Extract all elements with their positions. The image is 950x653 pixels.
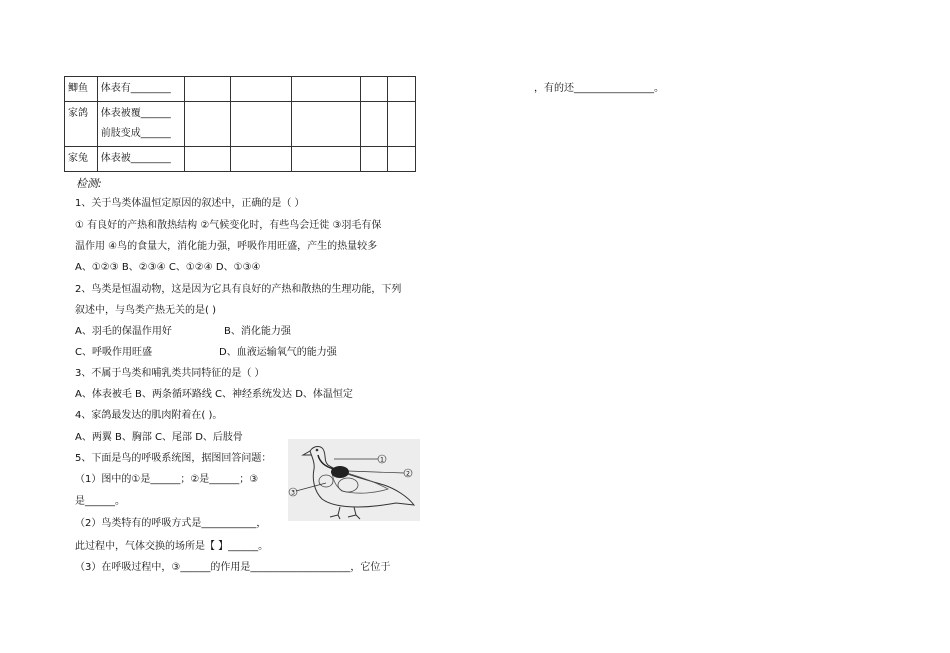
animal-name: 鲫鱼 <box>65 77 98 102</box>
question-5-part3: （3）在呼吸过程中，③______的作用是____________________，它位于 <box>75 562 391 573</box>
blank-cell <box>361 147 387 172</box>
question-2-option-c: C、呼吸作用旺盛 <box>75 347 152 358</box>
blank-cell <box>361 77 387 102</box>
blank-cell <box>185 77 231 102</box>
question-1-options: A、①②③ B、②③④ C、①②④ D、①③④ <box>75 262 261 273</box>
blank-cell <box>387 102 415 147</box>
figure-label-3: 3 <box>291 489 295 497</box>
question-1-stem: 1、关于鸟类体温恒定原因的叙述中，正确的是（ ） <box>75 198 305 209</box>
blank-cell <box>361 102 387 147</box>
feature-cell <box>97 147 185 172</box>
figure-label-2: 2 <box>406 470 410 478</box>
blank-cell <box>292 102 361 147</box>
feature-text: 体表被覆______ <box>100 108 171 119</box>
question-1-line: ① 有良好的产热和散热结构 ②气候变化时，有些鸟会迁徙 ③羽毛有保 <box>75 220 382 231</box>
blank-cell <box>292 147 361 172</box>
question-2-line: 叙述中，与鸟类产热无关的是( ) <box>75 305 216 316</box>
feature-cell <box>97 77 185 102</box>
question-3-options: A、体表被毛 B、两条循环路线 C、神经系统发达 D、体温恒定 <box>75 389 353 400</box>
continuation-text: ，有的还________________。 <box>534 83 664 94</box>
question-2-option-a: A、羽毛的保温作用好 <box>75 326 172 337</box>
blank-cell <box>231 147 292 172</box>
question-5-part1: （1）图中的①是______；②是______；③ <box>75 474 259 485</box>
question-5-part1-cont: 是______。 <box>75 496 125 507</box>
blank-cell <box>387 147 415 172</box>
question-2-option-b: B、消化能力强 <box>224 326 291 337</box>
table-row <box>65 102 416 147</box>
question-3-stem: 3、不属于鸟类和哺乳类共同特征的是（ ） <box>75 368 265 379</box>
question-1-line: 温作用 ④鸟的食量大，消化能力强，呼吸作用旺盛，产生的热量较多 <box>75 241 378 252</box>
question-2-option-d: D、血液运输氧气的能力强 <box>219 347 337 358</box>
blank-cell <box>185 102 231 147</box>
question-4-options: A、两翼 B、胸部 C、尾部 D、后肢骨 <box>75 432 243 443</box>
table-row <box>65 77 416 102</box>
feature-text: 体表有________ <box>100 83 171 94</box>
table-row <box>65 147 416 172</box>
animal-traits-table <box>64 76 416 172</box>
section-title: 检测: <box>76 177 102 190</box>
blank-cell <box>387 77 415 102</box>
blank-cell <box>231 77 292 102</box>
feature-cell <box>97 102 185 147</box>
figure-label-1: 1 <box>380 456 384 464</box>
animal-name: 家兔 <box>65 147 98 172</box>
blank-cell <box>292 77 361 102</box>
feature-text: 体表被________ <box>100 153 171 164</box>
question-4-stem: 4、家鸽最发达的肌肉附着在( )。 <box>75 410 223 421</box>
question-2-stem: 2、鸟类是恒温动物，这是因为它具有良好的产热和散热的生理功能，下列 <box>75 284 402 295</box>
animal-name: 家鸽 <box>65 102 98 147</box>
feature-text: 前肢变成______ <box>100 128 171 139</box>
blank-cell <box>231 102 292 147</box>
question-5-part2: （2）鸟类特有的呼吸方式是___________， <box>75 518 267 529</box>
question-5-stem: 5、下面是鸟的呼吸系统图，据图回答问题： <box>75 453 272 464</box>
blank-cell <box>185 147 231 172</box>
bird-respiratory-diagram <box>288 439 420 521</box>
question-5-part2-cont: 此过程中，气体交换的场所是【 】______。 <box>75 541 269 552</box>
